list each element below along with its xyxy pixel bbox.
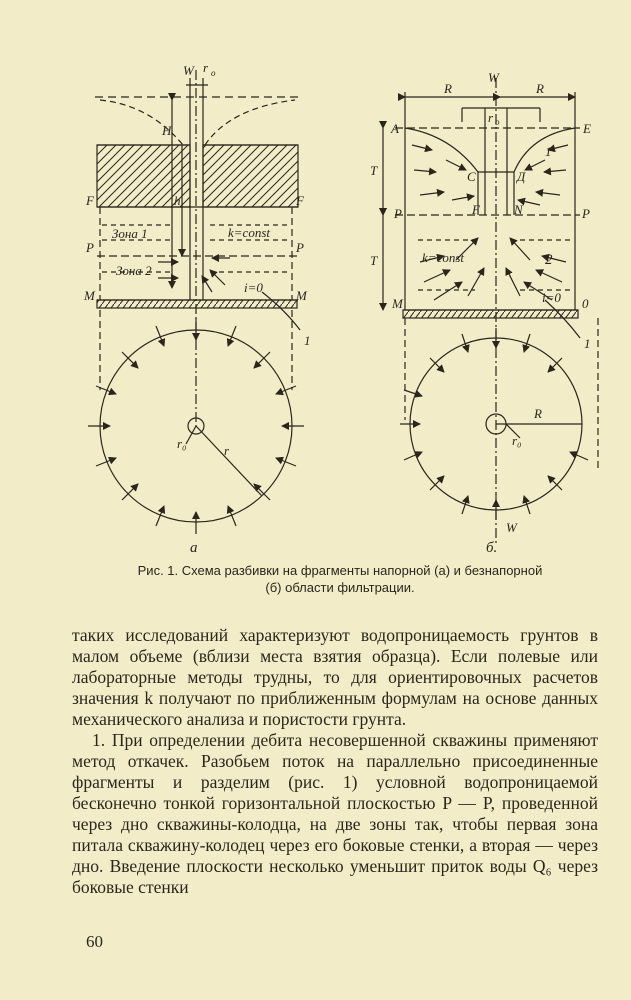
label-one-top: 1: [545, 144, 552, 159]
label-d: Д: [517, 169, 526, 184]
label-f-left: F: [86, 193, 94, 208]
label-i-zero: i=0: [244, 280, 263, 295]
label-f: F: [472, 202, 480, 217]
label-r0: r: [203, 60, 209, 75]
label-i-zero: i=0: [542, 290, 561, 305]
label-m-left: M: [84, 288, 95, 303]
label-h-small: h: [174, 193, 181, 208]
label-p-left: P: [86, 240, 94, 255]
label-one-bottom: 1: [584, 336, 591, 351]
right-diagram: [383, 78, 598, 545]
label-o: 0: [582, 296, 589, 311]
label-h-cap: H: [162, 123, 172, 138]
label-r0-circle: r₀: [512, 433, 522, 448]
label-w-bottom: W: [506, 520, 517, 535]
panel-label-a: а: [190, 540, 198, 556]
label-r-circle: r: [224, 443, 230, 458]
panel-label-b: б.: [486, 540, 498, 556]
label-two: 2: [545, 252, 553, 268]
caption-line-2: (б) области фильтрации.: [265, 580, 415, 595]
label-r-right: R: [536, 81, 544, 96]
label-w-top: W: [488, 70, 499, 85]
label-r0-sub: o: [211, 68, 216, 78]
label-r0: r: [488, 110, 494, 125]
label-n: N: [514, 202, 523, 217]
label-t-upper: T: [370, 163, 378, 178]
label-p-left: P: [394, 206, 402, 221]
label-r-left: R: [444, 81, 452, 96]
label-e: E: [583, 121, 591, 136]
label-p-right: P: [582, 206, 590, 221]
label-m-right: M: [296, 288, 307, 303]
label-k-const: k=const: [228, 225, 270, 240]
label-r-circle: R: [534, 406, 542, 421]
label-t-lower: T: [370, 253, 378, 268]
body-text: [72, 625, 598, 898]
page-number: 60: [86, 932, 103, 951]
label-zone2: Зона 2: [116, 263, 152, 278]
label-r0-sub: o: [495, 117, 500, 127]
label-a: A: [391, 121, 399, 136]
label-f-right: F: [296, 193, 304, 208]
label-k-const: k=const: [422, 250, 464, 265]
caption-line-1: Рис. 1. Схема разбивки на фрагменты напорной (а) и безнапорной: [137, 563, 543, 578]
paragraph-2: 1. При определении дебита несовершенной скважины применяют метод откачек. Разобьем поток на параллельно присоединенные фрагменты и разделим (рис. 1) условной водопроницаемой бесконечно тонкой горизонтальной плоскостью P — P, проведенной через дно скважины-колодца, на две зоны так, чтобы первая зона питала скважину-колодец через его боковые стенки, а вторая — через дно. Введение плоскости несколько уменьшит приток воды Q₆ через боковые стенки: [72, 730, 598, 897]
label-c: C: [467, 169, 476, 184]
figure-caption: [80, 562, 600, 596]
left-diagram: [88, 70, 304, 534]
paragraph-1: таких исследований характеризуют водопроницаемость грунтов в малом объеме (вблизи места взятия образца). Если полевые или лабораторные методы трудны, то для ориентировочных расчетов значения k получают по приближенным формулам на основе данных механического анализа и пористости грунта.: [72, 625, 598, 729]
label-one: 1: [304, 333, 311, 348]
label-w: W: [183, 63, 194, 78]
label-zone1: Зона 1: [112, 226, 148, 241]
label-m: M: [392, 296, 403, 311]
label-p-right: P: [296, 240, 304, 255]
label-r0-circle: r₀: [177, 436, 187, 451]
